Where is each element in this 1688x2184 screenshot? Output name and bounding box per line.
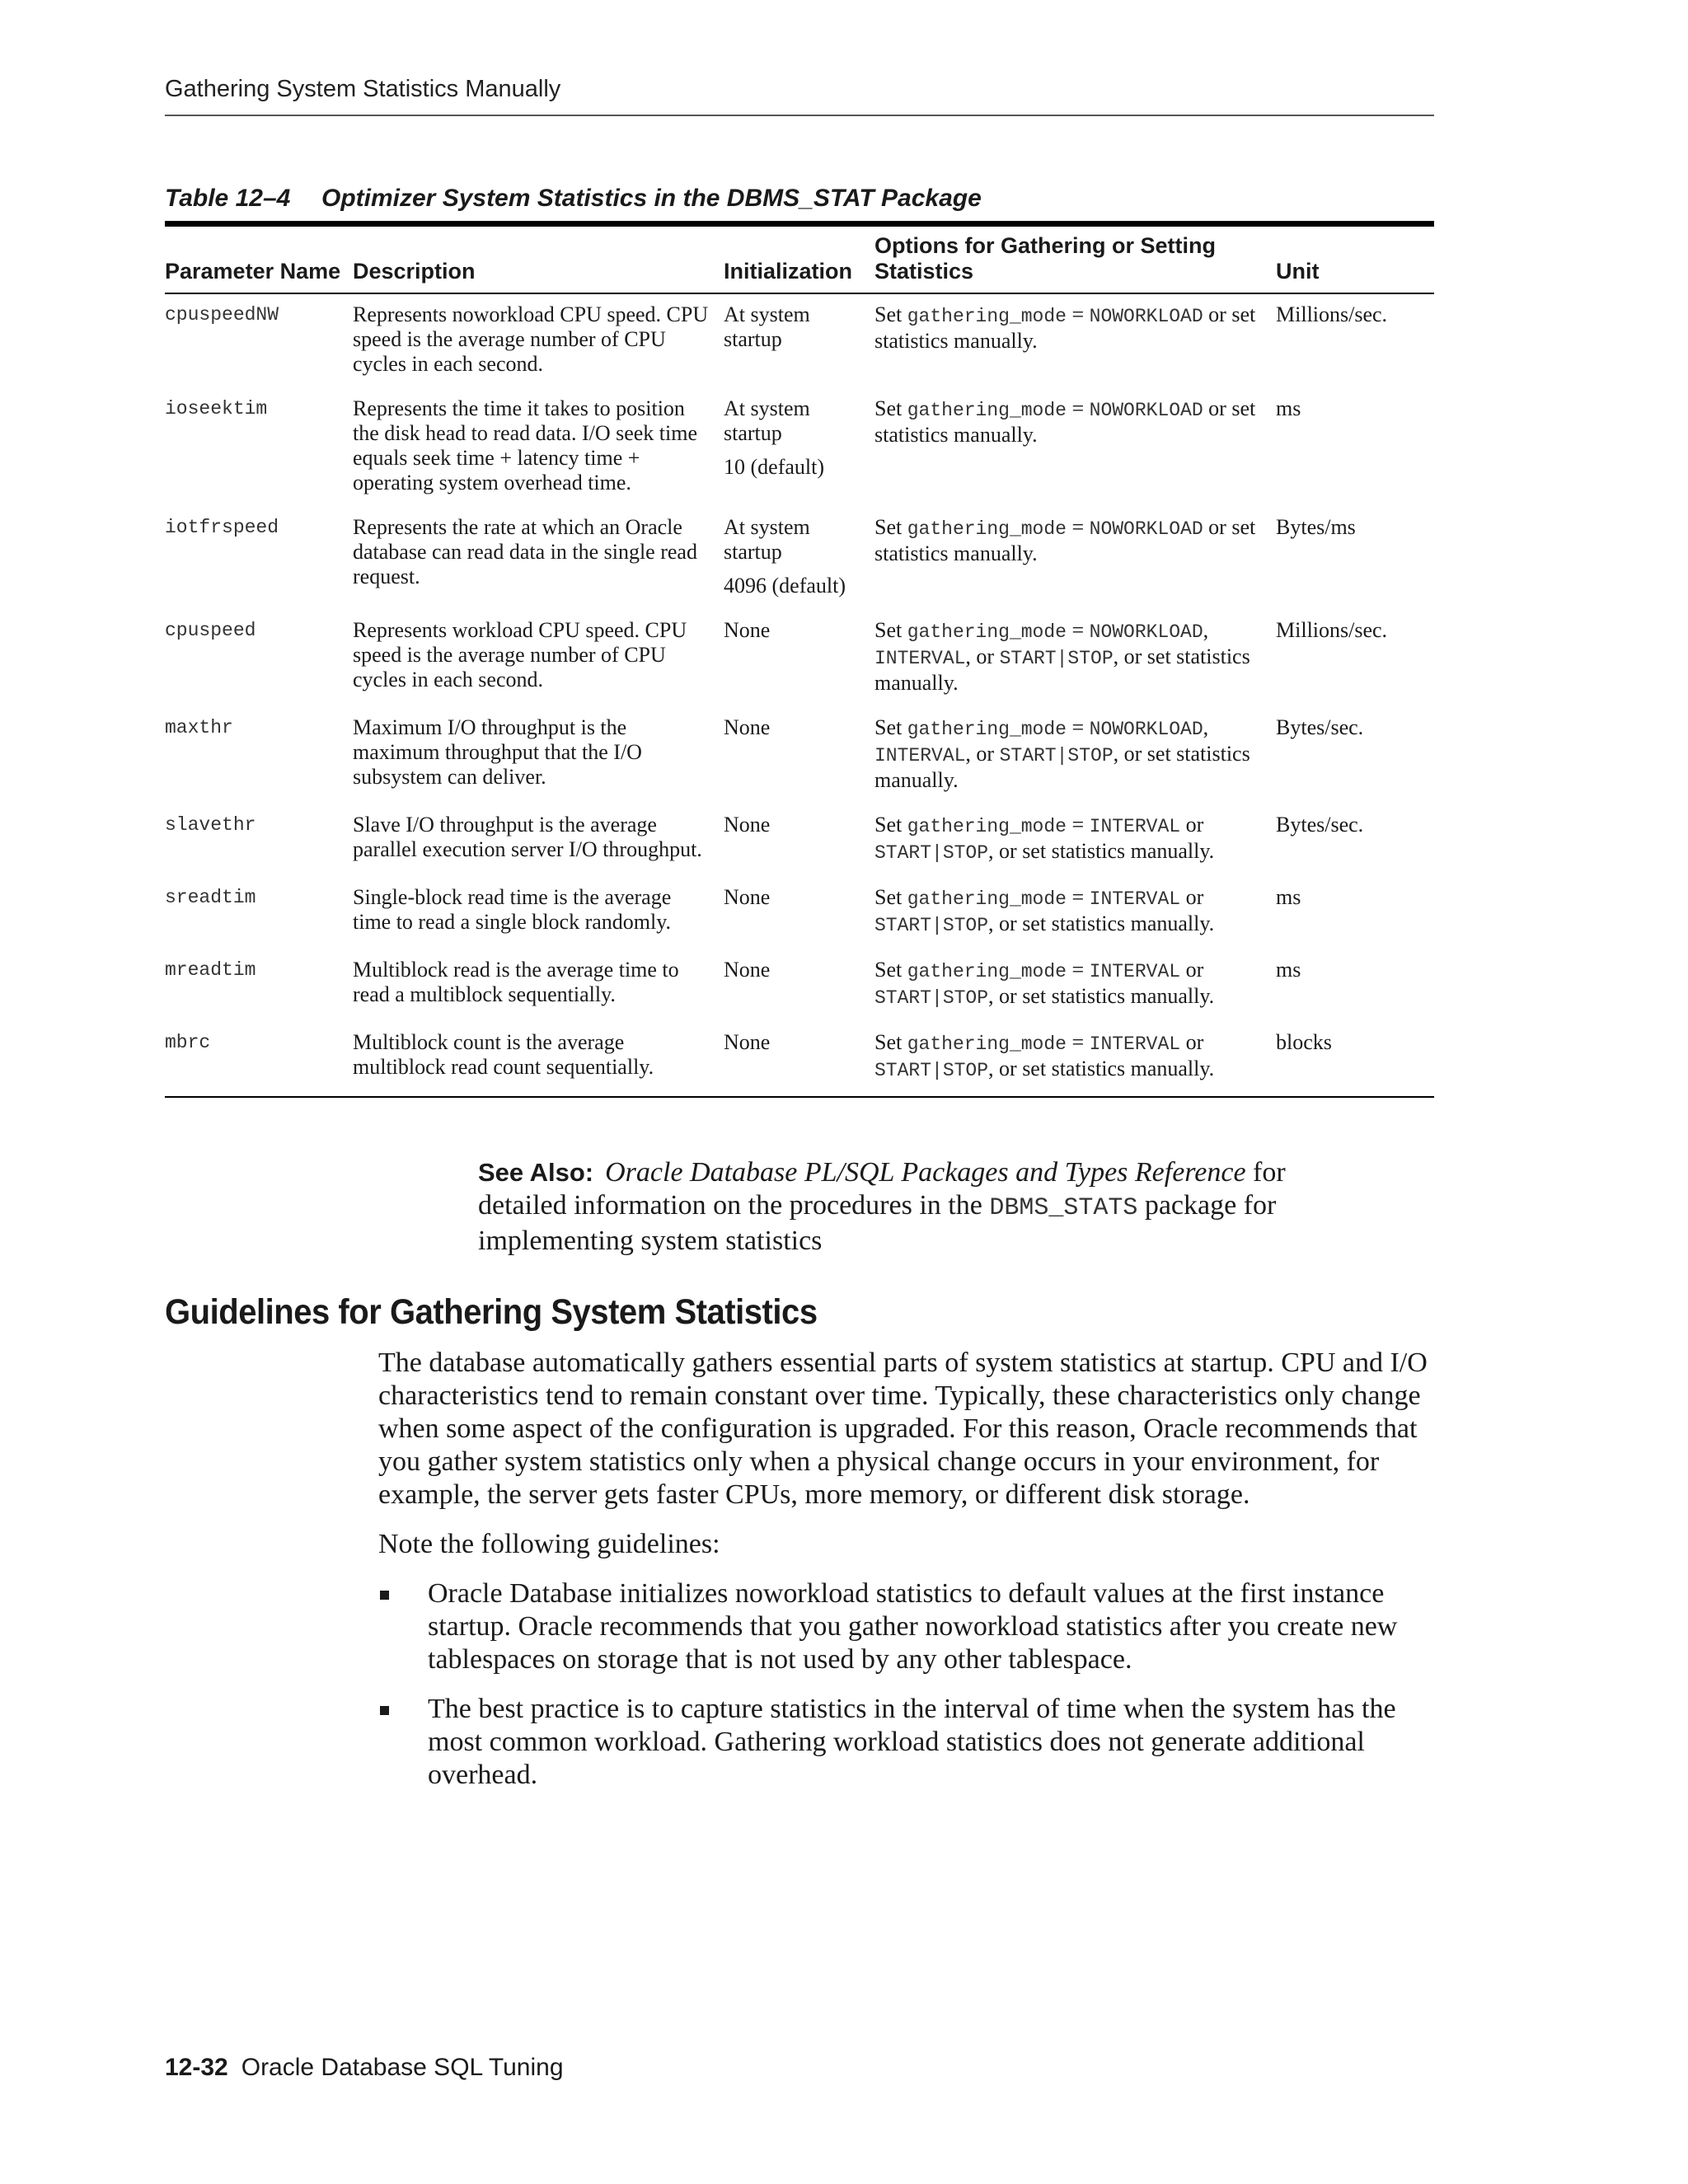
table-row [165,709,1434,806]
guidelines-list [378,1577,1442,1792]
initialization-value: At system startup [724,302,810,351]
cell-description: Maximum I/O throughput is the maximum throughput that the I/O subsystem can deliver. [353,715,642,789]
cell-unit: Millions/sec. [1276,618,1388,642]
body-paragraph: Note the following guidelines: [378,1529,720,1559]
cell-options: Set gathering_mode = NOWORKLOAD, INTERVAL, or START|STOP, or set statistics manually. [874,715,1250,792]
table-header-row [165,224,1434,294]
table-caption-number: Table 12–4 [165,185,291,212]
cell-options: Set gathering_mode = NOWORKLOAD, INTERVAL, or START|STOP, or set statistics manually. [874,618,1250,695]
see-also-label: See Also: [478,1158,594,1187]
page-number: 12-32 [165,2054,228,2081]
cell-description: Multiblock count is the average multiblock read count sequentially. [353,1030,654,1079]
table-row [165,879,1434,951]
cell-initialization: None [724,813,771,837]
cell-unit: blocks [1276,1030,1332,1054]
cell-options: Set gathering_mode = NOWORKLOAD or set statistics manually. [874,302,1256,353]
cell-description: Represents workload CPU speed. CPU speed is the average number of CPU cycles in each second. [353,618,687,691]
cell-description: Represents noworkload CPU speed. CPU speed is the average number of CPU cycles in each second. [353,302,709,376]
square-bullet-icon [380,1706,389,1715]
cell-unit: Bytes/sec. [1276,813,1364,837]
cell-unit: Bytes/sec. [1276,715,1364,739]
cell-options: Set gathering_mode = INTERVAL or START|STOP, or set statistics manually. [874,1030,1215,1081]
cell-parameter-name: slavethr [165,814,256,836]
cell-options: Set gathering_mode = INTERVAL or START|STOP, or set statistics manually. [874,813,1215,864]
column-header-description: Description [353,259,476,284]
see-also-note: See Also: Oracle Database PL/SQL Packages and Types Reference for detailed information on the procedures in the DBMS_STATS package for implementing system statistics [478,1157,1286,1256]
section-body [378,1347,1442,1808]
table-row [165,390,1434,509]
table-row [165,612,1434,709]
list-item: The best practice is to capture statistics in the interval of time when the system has the most common workload. Gathering workload statistics does not generate additional overhead. [378,1693,1442,1792]
initialization-default: 10 (default) [724,455,825,479]
cell-initialization: None [724,618,771,642]
cell-description: Single-block read time is the average time to read a single block randomly. [353,885,672,934]
cell-parameter-name: maxthr [165,717,233,738]
table-caption-title: Optimizer System Statistics in the DBMS_STAT Package [321,185,982,212]
cell-parameter-name: mbrc [165,1032,211,1053]
cell-parameter-name: cpuspeedNW [165,304,279,326]
cell-parameter-name: iotfrspeed [165,517,279,538]
cell-unit: Millions/sec. [1276,302,1388,326]
table-row [165,293,1434,390]
cell-unit: Bytes/ms [1276,515,1356,539]
page-footer [165,2054,564,2082]
cell-parameter-name: sreadtim [165,887,256,908]
cell-description: Multiblock read is the average time to read a multiblock sequentially. [353,958,679,1006]
cell-options: Set gathering_mode = INTERVAL or START|STOP, or set statistics manually. [874,885,1215,936]
cell-options: Set gathering_mode = NOWORKLOAD or set statistics manually. [874,396,1256,447]
cell-initialization: None [724,715,771,739]
cell-parameter-name: ioseektim [165,398,268,419]
cell-description: Represents the rate at which an Oracle database can read data in the single read request. [353,515,697,588]
table-row [165,806,1434,879]
initialization-default: 4096 (default) [724,574,846,598]
table-row [165,509,1434,612]
statistics-table [165,221,1434,1098]
cell-parameter-name: mreadtim [165,959,256,981]
cell-initialization: None [724,1030,771,1054]
cell-description: Represents the time it takes to position the disk head to read data. I/O seek time equals seek time + latency time + operating system overhead time. [353,396,698,494]
section-heading: Guidelines for Gathering System Statistics [165,1292,818,1332]
list-item: Oracle Database initializes noworkload statistics to default values at the first instance startup. Oracle recommends that you gather noworkload statistics after you create new tablespaces on storage that is not used by any other tablespace. [378,1577,1442,1676]
initialization-value: At system startup [724,396,810,445]
book-title: Oracle Database SQL Tuning [241,2054,564,2081]
cell-initialization [724,293,874,390]
column-header-parameter-name: Parameter Name [165,259,341,284]
cell-initialization: None [724,958,771,982]
cell-unit: ms [1276,958,1301,982]
table-caption [165,185,982,213]
see-also-reference-link[interactable]: Oracle Database PL/SQL Packages and Types Reference [605,1157,1246,1188]
initialization-value: At system startup [724,515,810,564]
column-header-options: Options for Gathering or Setting Statistics [874,233,1216,284]
cell-initialization [724,390,874,509]
cell-options: Set gathering_mode = INTERVAL or START|STOP, or set statistics manually. [874,958,1215,1009]
square-bullet-icon [380,1591,389,1600]
column-header-unit: Unit [1276,259,1320,284]
running-header: Gathering System Statistics Manually [165,76,561,102]
table-row [165,951,1434,1024]
cell-unit: ms [1276,396,1301,420]
cell-initialization [724,509,874,612]
cell-description: Slave I/O throughput is the average parallel execution server I/O throughput. [353,813,702,861]
cell-options: Set gathering_mode = NOWORKLOAD or set statistics manually. [874,515,1256,565]
body-paragraph: The database automatically gathers essential parts of system statistics at startup. CPU and I/O characteristics tend to remain constant over time. Typically, these characteristics only change when some aspect of the configuration is upgraded. For this reason, Oracle recommends that you gather system statistics only when a physical change occurs in your environment, for example, the server gets faster CPUs, more memory, or different disk storage. [378,1347,1428,1510]
cell-unit: ms [1276,885,1301,909]
header-rule [165,115,1434,116]
cell-parameter-name: cpuspeed [165,620,256,641]
see-also-package-name: DBMS_STATS [989,1194,1138,1222]
column-header-initialization: Initialization [724,259,853,284]
cell-initialization: None [724,885,771,909]
table-row [165,1024,1434,1097]
